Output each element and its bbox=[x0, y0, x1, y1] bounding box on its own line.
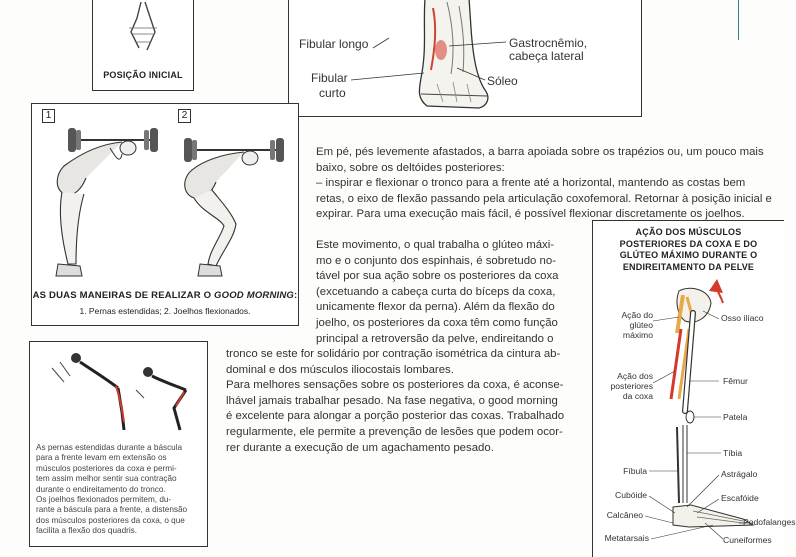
label-fibular-curto-1: Fibular bbox=[311, 71, 348, 85]
figure-number-2: 2 bbox=[178, 109, 191, 123]
body-paragraph-4 bbox=[226, 378, 586, 456]
p4-line: rer durante a execução de um agachamento pesado. bbox=[226, 441, 494, 454]
label-acao-gluteo-1: Ação do bbox=[621, 310, 653, 320]
initial-position-illustration bbox=[93, 0, 193, 58]
p3-line: dominal e dos músculos iliocostais lombares. bbox=[226, 363, 454, 376]
action-title-line: POSTERIORES DA COXA E DO bbox=[619, 238, 758, 249]
figure-number-1: 1 bbox=[42, 109, 55, 123]
label-astragalo: Astrágalo bbox=[721, 469, 758, 479]
side-caption-text bbox=[36, 443, 204, 537]
pelvis-action-panel bbox=[592, 220, 796, 557]
p3-line: unicamente flexor da perna). Além da flexão do bbox=[316, 301, 555, 314]
label-acao-post-3: da coxa bbox=[622, 391, 653, 401]
hamstring-stretch-illustration bbox=[30, 342, 205, 434]
side-caption-box bbox=[29, 341, 208, 547]
action-title-line: ENDIREITAMENTO DA PELVE bbox=[622, 261, 755, 272]
p4-line: lhável jamais trabalhar pesado. Na fase negativa, o good morning bbox=[226, 394, 558, 407]
label-podofalanges: Podofalanges bbox=[743, 517, 796, 527]
p3-line: mo e o conjunto dos espinhais, é sobretudo no- bbox=[316, 254, 556, 267]
body-text-upper bbox=[316, 145, 774, 223]
body-paragraph-2: – inspirar e flexionar o tronco para a frente até a horizontal, mantendo as costas bem retas, o eixo de flexão passando pela articulação coxofemoral. Retornar à posição inicial e expirar. Para uma execução mais fácil, é possível flexionar discretamente os joelhos. bbox=[316, 177, 772, 221]
side-caption-line: músculos posteriores da coxa e permi- bbox=[36, 463, 177, 473]
label-escafoide: Escafóide bbox=[721, 493, 759, 503]
p3-line: principal a retroversão da pelve, endireitando o bbox=[316, 332, 554, 345]
p3-line: tável por sua ação sobre os posteriores da coxa bbox=[316, 270, 559, 283]
good-morning-em: GOOD MORNING bbox=[214, 290, 295, 301]
side-caption-line: tem assim melhor sentir sua contração bbox=[36, 474, 177, 484]
label-acao-gluteo-2: glúteo bbox=[629, 320, 653, 330]
body-text-wide-lower bbox=[226, 347, 586, 456]
action-title-line: GLÚTEO MÁXIMO DURANTE O bbox=[619, 250, 758, 260]
side-caption-line: durante o endireitamento do tronco. bbox=[36, 484, 166, 494]
label-cuneiformes: Cuneiformes bbox=[723, 535, 772, 545]
side-caption-line: Os joelhos flexionados permitem, du- bbox=[36, 495, 172, 505]
p4-line: regularmente, ele permite a prevenção de lesões que podem ocor- bbox=[226, 425, 563, 438]
side-caption-line: dos músculos posteriores da coxa, o que bbox=[36, 515, 185, 525]
label-patela: Patela bbox=[723, 412, 748, 422]
label-fibula: Fíbula bbox=[623, 466, 647, 476]
action-title-line: AÇÃO DOS MÚSCULOS bbox=[635, 227, 742, 237]
good-morning-caption-title: AS DUAS MANEIRAS DE REALIZAR O GOOD MORNING: bbox=[32, 290, 298, 301]
label-osso-iliaco: Osso ilíaco bbox=[721, 313, 764, 323]
label-fibular-curto-2: curto bbox=[319, 86, 346, 100]
label-acao-gluteo-3: máximo bbox=[622, 330, 653, 340]
label-tibia: Tíbia bbox=[723, 448, 743, 458]
side-caption-line: As pernas estendidas durante a báscula bbox=[36, 443, 183, 452]
initial-position-label: POSIÇÃO INICIAL bbox=[103, 70, 183, 80]
label-fibular-longo: Fibular longo bbox=[299, 37, 369, 51]
p3-line: joelho, os posteriores da coxa têm como função bbox=[316, 316, 558, 329]
p3-line: (excetuando a cabeça curta do bíceps da coxa, bbox=[316, 285, 556, 298]
side-caption-line: rante a báscula para a frente, a distensão bbox=[36, 505, 188, 515]
label-calcaneo: Calcâneo bbox=[606, 510, 643, 520]
label-femur: Fêmur bbox=[723, 376, 748, 386]
page-edge-marker bbox=[738, 0, 739, 40]
bent-knees-illustration bbox=[164, 114, 294, 289]
body-paragraph-3 bbox=[316, 238, 586, 347]
label-acao-post-1: Ação dos bbox=[617, 371, 653, 381]
label-soleo: Sóleo bbox=[487, 74, 518, 88]
initial-position-box bbox=[92, 0, 194, 91]
label-gastrocnemio-2: cabeça lateral bbox=[509, 49, 584, 63]
label-acao-post-2: posteriores bbox=[610, 381, 653, 391]
good-morning-caption-sub: 1. Pernas estendidas; 2. Joelhos flexionados. bbox=[79, 306, 251, 316]
good-morning-panel bbox=[31, 103, 299, 326]
side-caption-line: facilita a flexão dos quadris. bbox=[36, 526, 138, 536]
p3-line: Este movimento, o qual trabalha o glúteo máxi- bbox=[316, 239, 555, 251]
p4-line: Para melhores sensações sobre os posteriores da coxa, é aconse- bbox=[226, 379, 564, 392]
calf-muscles-box bbox=[288, 0, 642, 117]
straight-legs-illustration bbox=[40, 114, 170, 289]
side-caption-line: para a frente levam em extensão os bbox=[36, 453, 167, 463]
label-metatarsais: Metatarsais bbox=[604, 533, 649, 543]
label-gastrocnemio-1: Gastrocnêmio, bbox=[509, 36, 588, 50]
body-paragraph-1: Em pé, pés levemente afastados, a barra apoiada sobre os trapézios ou, um pouco mais baixo, sobre os deltóides posteriores: bbox=[316, 146, 764, 174]
label-cuboide: Cubóide bbox=[614, 490, 647, 500]
p4-line: é excelente para alongar a porção posterior das coxas. Trabalhado bbox=[226, 410, 565, 423]
body-text-column bbox=[316, 238, 586, 347]
p3-line: tronco se este for solidário por contração isométrica da cintura ab- bbox=[226, 348, 561, 360]
